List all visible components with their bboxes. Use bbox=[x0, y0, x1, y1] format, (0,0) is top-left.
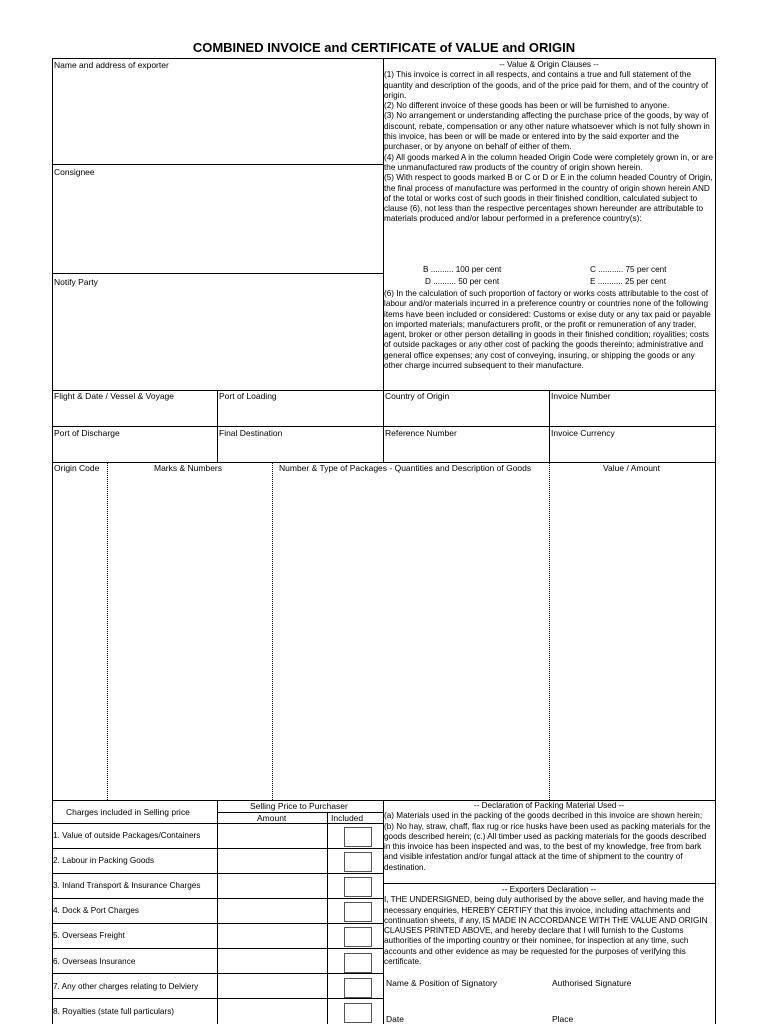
origin-code-header: Origin Code bbox=[54, 463, 100, 473]
divider-exporter-consignee bbox=[52, 164, 383, 165]
exporters-declaration bbox=[384, 885, 714, 967]
clause-2: (2) No different invoice of these goods has been or will be furnished to anyone. bbox=[384, 101, 670, 111]
place-label: Place bbox=[552, 1014, 574, 1024]
clause-1: (1) This invoice is correct in all respects, and contains a true and full statement of the quantity and description of the goods, and of the price paid for them, and of the country of origin. bbox=[384, 70, 709, 100]
signature-label: Authorised Signature bbox=[552, 978, 632, 988]
divider-fields-row bbox=[52, 426, 716, 427]
included-checkbox-8[interactable] bbox=[344, 1003, 372, 1023]
reference-number-label: Reference Number bbox=[385, 428, 457, 438]
included-checkbox-4[interactable] bbox=[344, 902, 372, 922]
exporters-heading: -- Exporters Declaration -- bbox=[501, 885, 597, 894]
charge-item-1: 1. Value of outside Packages/Containers bbox=[53, 831, 201, 840]
charge-item-2: 2. Labour in Packing Goods bbox=[53, 856, 155, 865]
divider-charge-3 bbox=[52, 898, 383, 899]
divider-charges-header bbox=[52, 823, 383, 824]
invoice-number-label: Invoice Number bbox=[551, 391, 611, 401]
included-checkbox-2[interactable] bbox=[344, 852, 372, 872]
included-header: Included bbox=[331, 813, 364, 823]
selling-price-header: Selling Price to Purchaser bbox=[250, 801, 348, 811]
included-checkbox-1[interactable] bbox=[344, 827, 372, 847]
clause-6: (6) In the calculation of such proportion of factory or works costs attributable to the cost of labour and/or materials incurred in a preference country or countries none of the following items have been included or considered: Customs or exise duty or any tax paid or payable on imported materials; manufacturers profit, or the profit or remuneration of any trader, agent, broker or other person detailing in goods in their finished condition; royalities; costs of outside packages or any other cost of packing the goods thereinto; administrative and general office expenses; any cost of conveying, insuring, or shipping the goods or any other charge incurred subsequent to their manufacture. bbox=[384, 289, 711, 371]
packages-description-header: Number & Type of Packages - Quantities and Description of Goods bbox=[279, 463, 532, 473]
charge-item-3: 3. Inland Transport & Insurance Charges bbox=[53, 881, 201, 890]
divider-charge-7 bbox=[52, 998, 383, 999]
exporter-label: Name and address of exporter bbox=[54, 60, 169, 70]
divider-fields-3 bbox=[549, 390, 550, 462]
divider-charge-5 bbox=[52, 948, 383, 949]
percent-b: B .......... 100 per cent bbox=[423, 265, 502, 274]
value-origin-clauses bbox=[384, 60, 714, 225]
divider-consignee-notify bbox=[52, 273, 383, 274]
clauses-heading: -- Value & Origin Clauses -- bbox=[499, 60, 599, 69]
signatory-label: Name & Position of Signatory bbox=[386, 978, 498, 988]
included-checkbox-5[interactable] bbox=[344, 927, 372, 947]
clause-4: (4) All goods marked A in the column headed Origin Code were completely grown in, or are the unmanufactured raw products of the country of origin shown herein. bbox=[384, 152, 714, 172]
invoice-currency-label: Invoice Currency bbox=[551, 428, 615, 438]
packing-heading: -- Declaration of Packing Material Used -- bbox=[473, 801, 625, 810]
amount-header: Amount bbox=[257, 813, 287, 823]
divider-charge-4 bbox=[52, 923, 383, 924]
divider-amount-included bbox=[327, 812, 328, 1024]
divider-charges-label bbox=[217, 800, 218, 1024]
frame-left bbox=[52, 58, 53, 1024]
clause-6-block bbox=[384, 289, 714, 371]
divider-fields-1 bbox=[217, 390, 218, 462]
divider-charge-6 bbox=[52, 973, 383, 974]
percent-d: D .......... 50 per cent bbox=[425, 277, 500, 286]
exporters-text: I, THE UNDERSIGNED, being duly authorised by the above seller, and having made the necessary enquiries, HEREBY CERTIFY that this invoice, including attachments and continuation sheets, if any, IS MADE IN ACCORDANCE WITH THE VALUE AND ORIGIN CLAUSES PRINTED ABOVE, and hereby declare that I will furnish to the Customs authorities of the importing country or their nominee, for inspection at any time, such accounts and other evidence as may be requested for the purposes of verifying this certificate. bbox=[384, 895, 708, 967]
page-title: COMBINED INVOICE and CERTIFICATE of VALUE and ORIGIN bbox=[192, 40, 576, 55]
goods-col-divider-3 bbox=[549, 462, 550, 800]
port-of-loading-label: Port of Loading bbox=[219, 391, 277, 401]
charges-heading: Charges included in Selling price bbox=[66, 807, 190, 817]
consignee-label: Consignee bbox=[54, 167, 95, 177]
clause-3: (3) No arrangement or understanding affecting the purchase price of the goods, by way of discount, rebate, compensation or any other nature whatsoever which is not fully shown in this invoice, has been or will be made or entered into by the said exporter and the purchaser, or by anyone on behalf of either of them. bbox=[384, 111, 710, 152]
included-checkbox-7[interactable] bbox=[344, 978, 372, 998]
frame-right bbox=[715, 58, 716, 1024]
country-of-origin-label: Country of Origin bbox=[385, 391, 450, 401]
clause-5: (5) With respect to goods marked B or C or D or E in the column headed Country of Origin, the final process of manufacture was performed in the country of origin shown herein AND of the total or works cost of such goods in their finished condition, calculated subject to clause (6), not less than the respective percentages shown hereunder are attributable to materials produced and/or labour performed in a preference country(s): bbox=[384, 173, 713, 224]
notify-party-label: Notify Party bbox=[54, 277, 98, 287]
included-checkbox-6[interactable] bbox=[344, 953, 372, 973]
included-checkbox-3[interactable] bbox=[344, 877, 372, 897]
percent-c: C ........... 75 per cent bbox=[590, 265, 667, 274]
percent-e: E ........... 25 per cent bbox=[590, 277, 666, 286]
marks-numbers-header: Marks & Numbers bbox=[154, 463, 223, 473]
packing-text: (a) Materials used in the packing of the goods decribed in this invoice are shown herein; (b) No hay, straw, chaff, flax rug or rice husks have been used as packing materials for the goods described herein; (c.) All timber used as packing materials for the goods described in this invoice has been inspected and was, to the best of my knowledge, free from bark and visible infestation and/or fungal attack at the time of shipment to the country of destination. bbox=[384, 811, 711, 872]
charge-item-7: 7. Any other charges relating to Delviery bbox=[53, 982, 199, 991]
final-destination-label: Final Destination bbox=[219, 428, 283, 438]
goods-col-divider-1 bbox=[107, 462, 108, 800]
packing-declaration bbox=[384, 801, 714, 873]
date-label: Date bbox=[386, 1014, 404, 1024]
port-of-discharge-label: Port of Discharge bbox=[54, 428, 120, 438]
charge-item-8: 8. Royalties (state full particulars) bbox=[53, 1007, 175, 1016]
flight-vessel-label: Flight & Date / Vessel & Voyage bbox=[54, 391, 175, 401]
charge-item-4: 4. Dock & Port Charges bbox=[53, 906, 140, 915]
frame-top bbox=[52, 58, 716, 59]
divider-charge-1 bbox=[52, 848, 383, 849]
charge-item-6: 6. Overseas Insurance bbox=[53, 957, 136, 966]
value-amount-header: Value / Amount bbox=[603, 463, 661, 473]
divider-charge-2 bbox=[52, 873, 383, 874]
charge-item-5: 5. Overseas Freight bbox=[53, 931, 125, 940]
goods-col-divider-2 bbox=[272, 462, 273, 800]
divider-packing-exporter bbox=[383, 883, 716, 884]
